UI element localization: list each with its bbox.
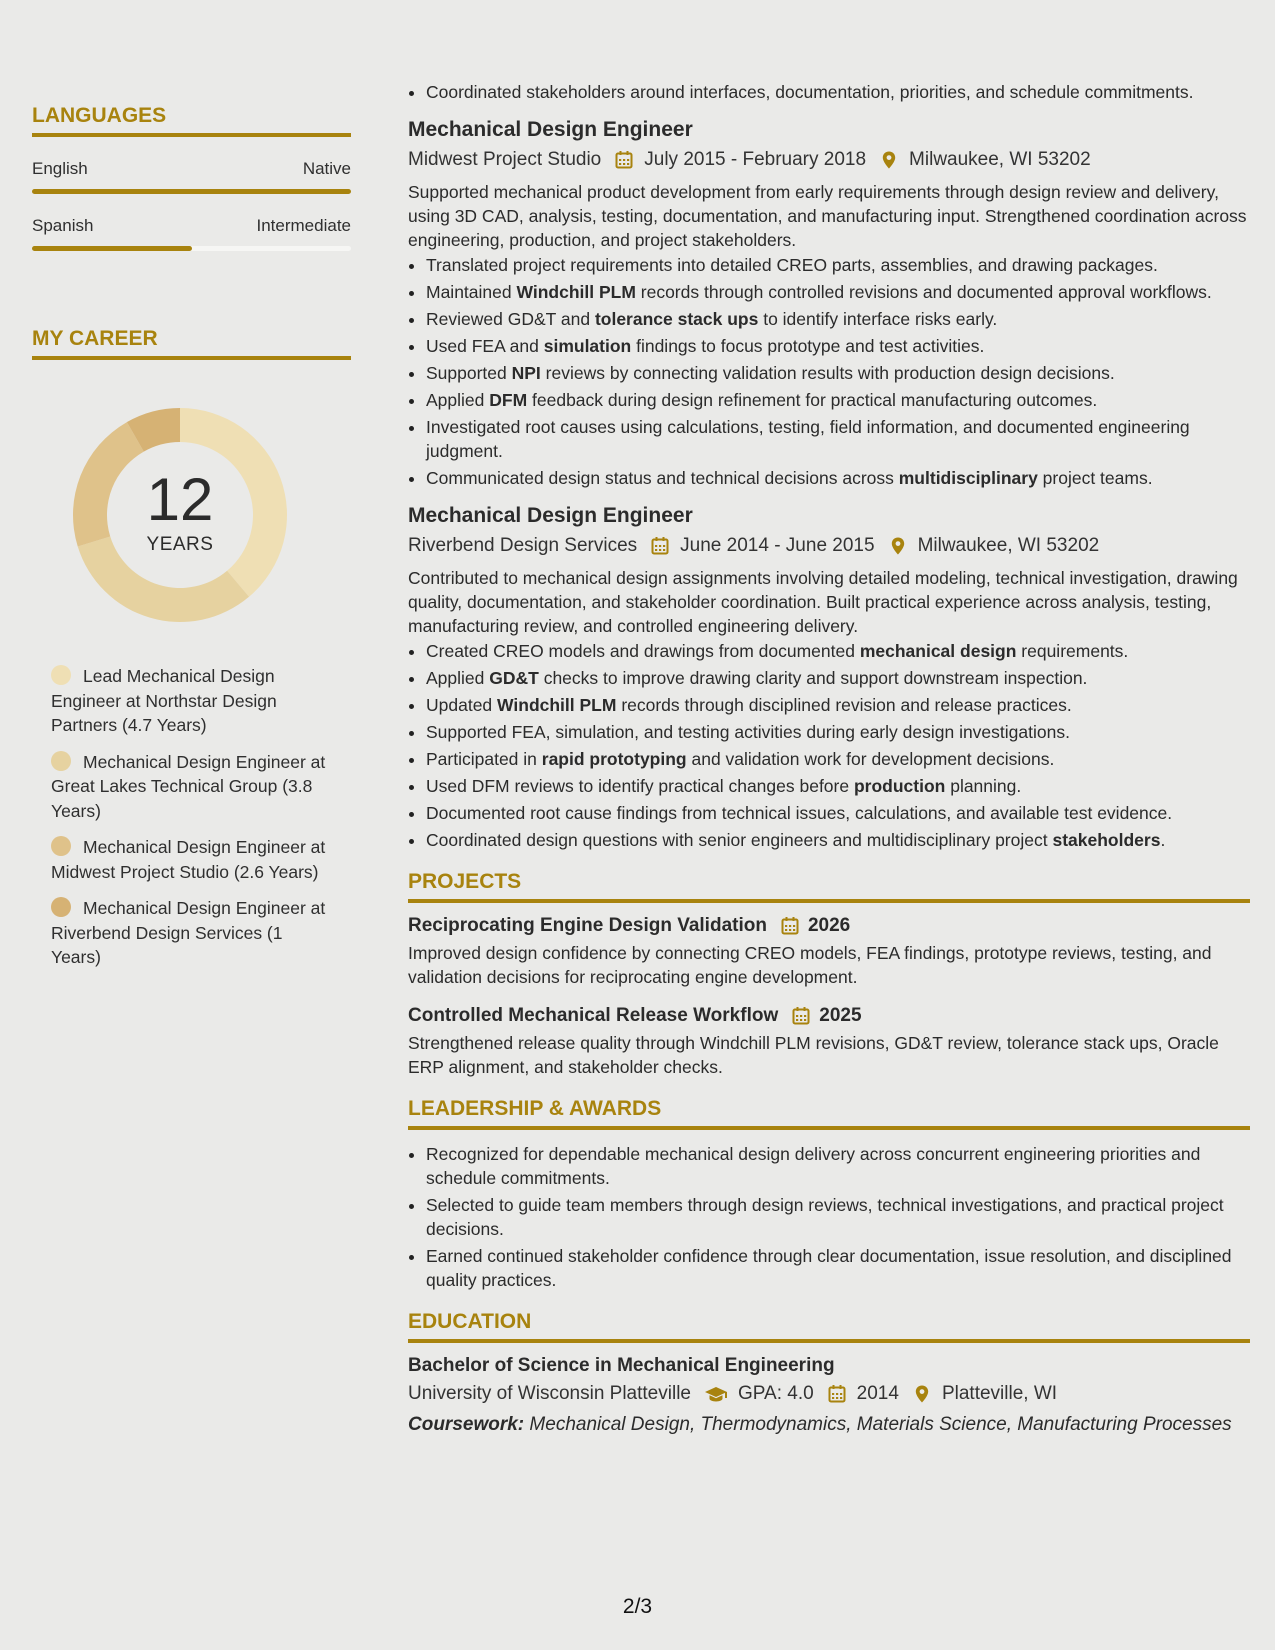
bullet-item: • Translated project requirements into detailed CREO parts, assemblies, and drawing packages. bbox=[426, 253, 1250, 277]
career-years-unit: YEARS bbox=[146, 534, 214, 555]
education-location: Platteville, WI bbox=[941, 1383, 1058, 1404]
sidebar bbox=[32, 104, 351, 982]
intro-bullets bbox=[408, 80, 1250, 104]
bullet-item: • Applied GD&T checks to improve drawing clarity and support downstream inspection. bbox=[426, 666, 1250, 690]
bullet-item: • Communicated design status and technical decisions across multidisciplinary project teams. bbox=[426, 466, 1250, 490]
legend-dot bbox=[51, 897, 71, 917]
calendar-icon bbox=[650, 536, 670, 556]
bullet-item: • Investigated root causes using calculations, testing, field information, and documented engineering judgment. bbox=[426, 415, 1250, 463]
job-entry bbox=[408, 504, 1250, 852]
bullet-item: • Supported FEA, simulation, and testing activities during early design investigations. bbox=[426, 720, 1250, 744]
job-title: Mechanical Design Engineer bbox=[408, 118, 693, 141]
career-heading: MY CAREER bbox=[32, 327, 351, 360]
bullet-item: • Documented root cause findings from technical issues, calculations, and available test evidence. bbox=[426, 801, 1250, 825]
job-location: Milwaukee, WI 53202 bbox=[917, 535, 1100, 556]
location-pin-icon bbox=[888, 536, 908, 556]
calendar-icon bbox=[614, 150, 634, 170]
job-bullets bbox=[408, 253, 1250, 490]
calendar-icon bbox=[791, 1006, 811, 1026]
bullet-item: • Recognized for dependable mechanical design delivery across concurrent engineering priorities and schedule commitments. bbox=[426, 1142, 1250, 1190]
project-year: 2026 bbox=[807, 915, 851, 936]
job-summary: Contributed to mechanical design assignments involving detailed modeling, technical investigation, drawing quality, documentation, and stakeholder coordination. Built practical experience across analysis, testing, manufacturing review, and controlled engineering delivery. bbox=[408, 568, 1238, 636]
job-dates: July 2015 - February 2018 bbox=[644, 149, 867, 170]
career-section bbox=[32, 327, 351, 970]
job-meta bbox=[408, 535, 1250, 557]
location-pin-icon bbox=[879, 150, 899, 170]
language-item bbox=[32, 159, 351, 194]
calendar-icon bbox=[827, 1384, 847, 1404]
bullet-item: • Coordinated stakeholders around interfaces, documentation, priorities, and schedule commitments. bbox=[426, 80, 1250, 104]
bullet-item: • Used FEA and simulation findings to focus prototype and test activities. bbox=[426, 334, 1250, 358]
job-meta bbox=[408, 149, 1250, 171]
bullet-item: • Maintained Windchill PLM records through controlled revisions and documented approval workflows. bbox=[426, 280, 1250, 304]
donut-center bbox=[65, 400, 295, 630]
bullet-item: • Used DFM reviews to identify practical changes before production planning. bbox=[426, 774, 1250, 798]
career-legend bbox=[51, 664, 331, 970]
project-description: Strengthened release quality through Windchill PLM revisions, GD&T review, tolerance stack ups, Oracle ERP alignment, and stakeholder checks. bbox=[408, 1033, 1219, 1077]
language-bar bbox=[32, 189, 351, 194]
job-dates: June 2014 - June 2015 bbox=[680, 535, 875, 556]
legend-item bbox=[51, 896, 331, 970]
legend-item bbox=[51, 664, 331, 738]
education-heading: EDUCATION bbox=[408, 1310, 1250, 1343]
job-summary: Supported mechanical product development from early requirements through design review and delivery, using 3D CAD, analysis, testing, documentation, and manufacturing input. Strengthened coordination across engineering, production, and project stakeholders. bbox=[408, 182, 1247, 250]
bullet-item: • Participated in rapid prototyping and validation work for development decisions. bbox=[426, 747, 1250, 771]
main-column bbox=[408, 80, 1250, 1437]
education-degree: Bachelor of Science in Mechanical Engineering bbox=[408, 1355, 835, 1376]
page-number: 2/3 bbox=[622, 1595, 653, 1618]
career-total-years: 12 bbox=[146, 466, 214, 533]
legend-label: Mechanical Design Engineer at Great Lakes Technical Group (3.8 Years) bbox=[51, 751, 326, 821]
job-company: Midwest Project Studio bbox=[408, 149, 602, 170]
calendar-icon bbox=[780, 916, 800, 936]
coursework-label: Coursework: bbox=[408, 1414, 525, 1435]
job-company: Riverbend Design Services bbox=[408, 535, 638, 556]
legend-label: Mechanical Design Engineer at Midwest Project Studio (2.6 Years) bbox=[51, 837, 326, 882]
legend-item bbox=[51, 750, 331, 824]
language-item bbox=[32, 216, 351, 251]
legend-label: Mechanical Design Engineer at Riverbend Design Services (1 Years) bbox=[51, 898, 326, 967]
bullet-item: • Coordinated design questions with senior engineers and multidisciplinary project stakeholders. bbox=[426, 828, 1250, 852]
bullet-item: • Supported NPI reviews by connecting validation results with production design decisions. bbox=[426, 361, 1250, 385]
language-name: English bbox=[32, 159, 88, 178]
project-description: Improved design confidence by connecting CREO models, FEA findings, prototype reviews, testing, and validation decisions for reciprocating engine development. bbox=[408, 943, 1212, 987]
bullet-item: • Selected to guide team members through design reviews, technical investigations, and practical project decisions. bbox=[426, 1193, 1250, 1241]
projects-heading: PROJECTS bbox=[408, 870, 1250, 903]
legend-dot bbox=[51, 836, 71, 856]
language-level: Intermediate bbox=[256, 216, 351, 235]
language-bar-fill bbox=[32, 189, 351, 194]
education-gpa: GPA: 4.0 bbox=[737, 1383, 814, 1404]
project-entry bbox=[408, 1005, 1250, 1079]
project-year: 2025 bbox=[819, 1005, 862, 1026]
language-bar-fill bbox=[32, 246, 192, 251]
education-coursework bbox=[408, 1413, 1250, 1437]
coursework-list: Mechanical Design, Thermodynamics, Materials Science, Manufacturing Processes bbox=[529, 1414, 1232, 1435]
project-title: Controlled Mechanical Release Workflow bbox=[408, 1005, 779, 1026]
leadership-bullets bbox=[408, 1142, 1250, 1292]
legend-item bbox=[51, 835, 331, 884]
language-name: Spanish bbox=[32, 216, 94, 235]
bullet-item: • Applied DFM feedback during design refinement for practical manufacturing outcomes. bbox=[426, 388, 1250, 412]
location-pin-icon bbox=[912, 1384, 932, 1404]
project-title: Reciprocating Engine Design Validation bbox=[408, 915, 767, 936]
education-year: 2014 bbox=[856, 1383, 899, 1404]
job-location: Milwaukee, WI 53202 bbox=[909, 149, 1091, 170]
language-level: Native bbox=[302, 159, 351, 178]
language-bar bbox=[32, 246, 351, 251]
leadership-heading: LEADERSHIP & AWARDS bbox=[408, 1097, 1250, 1130]
legend-dot bbox=[51, 751, 71, 771]
languages-heading: LANGUAGES bbox=[32, 104, 351, 137]
job-entry bbox=[408, 118, 1250, 490]
legend-dot bbox=[51, 665, 71, 685]
bullet-item: • Reviewed GD&T and tolerance stack ups to identify interface risks early. bbox=[426, 307, 1250, 331]
legend-label: Lead Mechanical Design Engineer at Northstar Design Partners (4.7 Years) bbox=[51, 666, 277, 735]
bullet-item: • Updated Windchill PLM records through disciplined revision and release practices. bbox=[426, 693, 1250, 717]
education-meta bbox=[408, 1383, 1250, 1405]
career-donut-chart bbox=[65, 400, 295, 630]
job-title: Mechanical Design Engineer bbox=[408, 504, 693, 527]
education-school: University of Wisconsin Platteville bbox=[408, 1383, 691, 1404]
bullet-item: • Earned continued stakeholder confidence through clear documentation, issue resolution, and disciplined quality practices. bbox=[426, 1244, 1250, 1292]
bullet-item: • Created CREO models and drawings from documented mechanical design requirements. bbox=[426, 639, 1250, 663]
graduation-cap-icon bbox=[704, 1384, 728, 1404]
project-entry bbox=[408, 915, 1250, 989]
job-bullets bbox=[408, 639, 1250, 852]
